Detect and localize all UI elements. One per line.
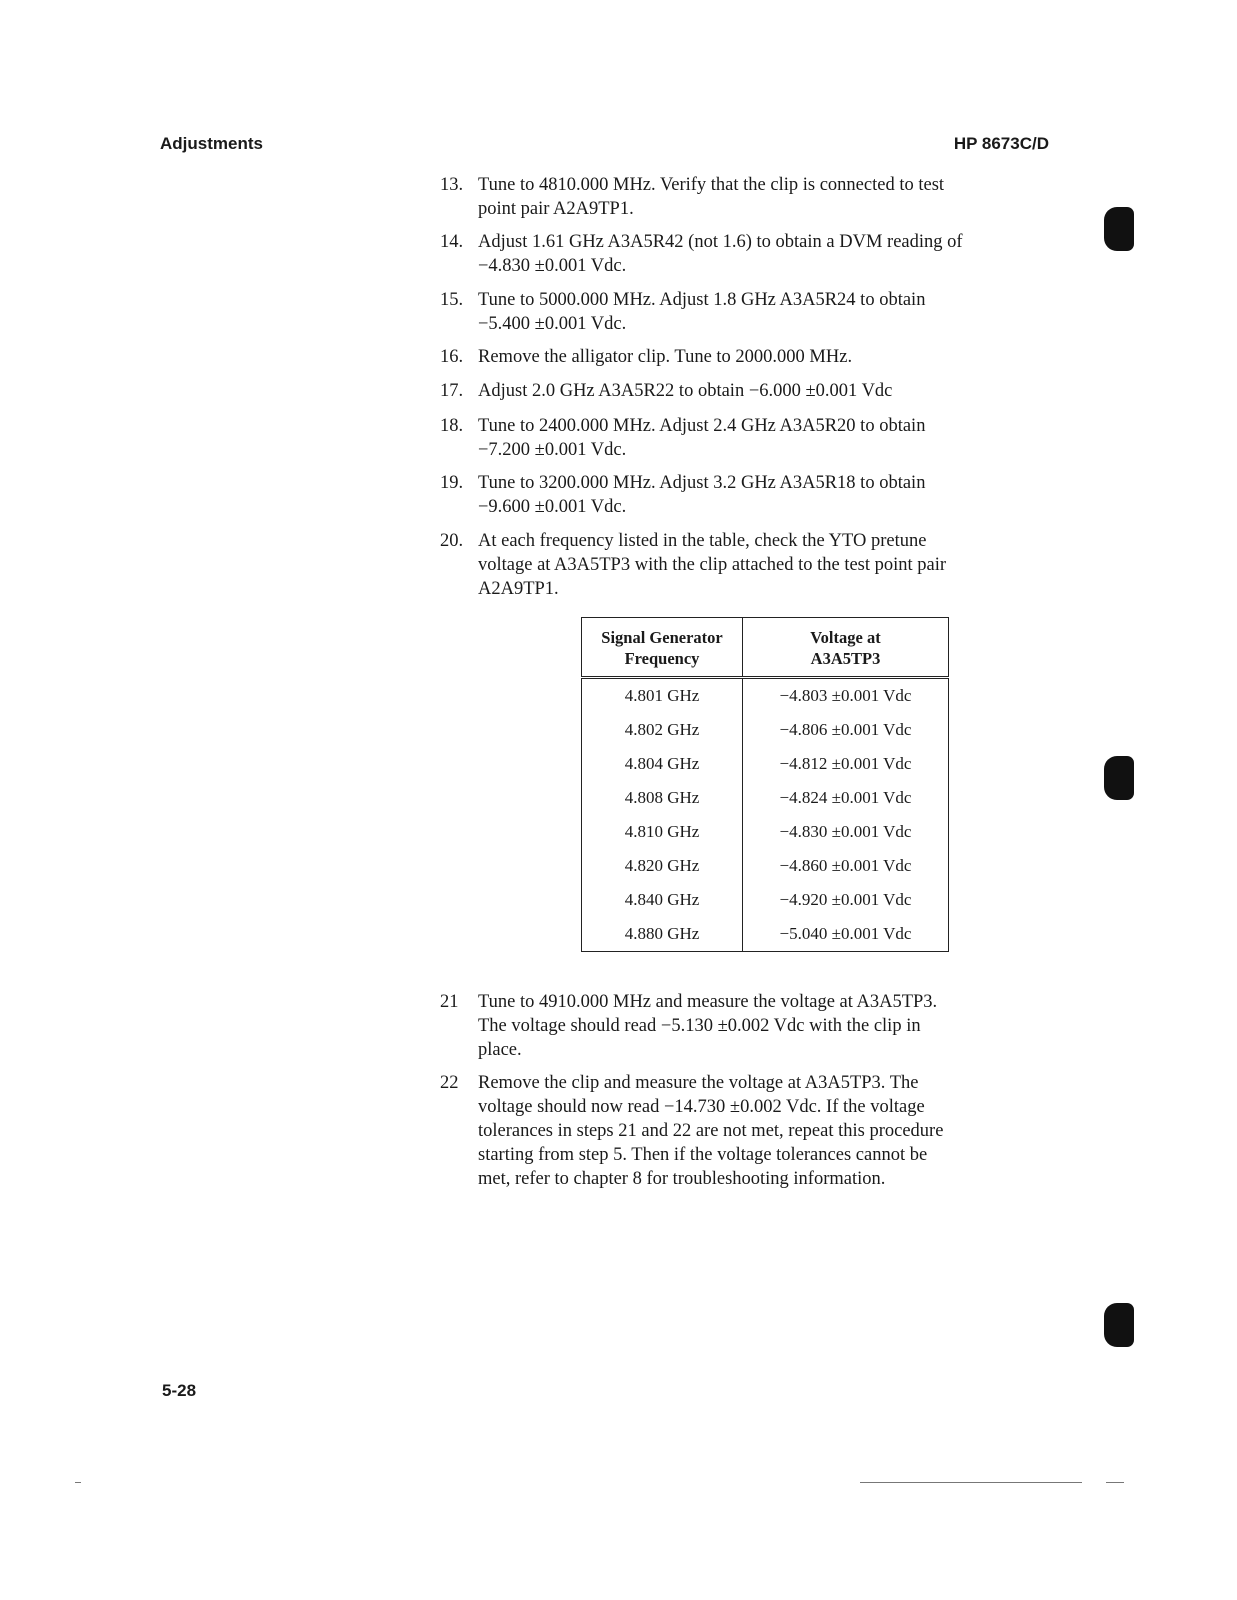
section-header: Adjustments xyxy=(160,134,263,153)
step-line: met, refer to chapter 8 for troubleshooting information. xyxy=(478,1169,886,1189)
step-text xyxy=(478,379,1058,403)
table-header-row xyxy=(582,618,949,678)
step-line: Adjust 1.61 GHz A3A5R42 (not 1.6) to obtain a DVM reading of xyxy=(478,232,963,252)
voltage-cell: −4.860 ±0.001 Vdc xyxy=(743,849,949,883)
scan-artifact xyxy=(860,1482,1082,1483)
voltage-cell: −4.830 ±0.001 Vdc xyxy=(743,815,949,849)
step-number: 14. xyxy=(440,232,464,252)
step-line: −5.400 ±0.001 Vdc. xyxy=(478,314,627,334)
pretune-voltage-table xyxy=(581,617,949,952)
step-text xyxy=(478,173,1058,221)
step-line: Remove the alligator clip. Tune to 2000.000 MHz. xyxy=(478,347,853,367)
voltage-cell: −4.812 ±0.001 Vdc xyxy=(743,747,949,781)
frequency-cell: 4.802 GHz xyxy=(582,713,743,747)
step-line: A2A9TP1. xyxy=(478,579,559,599)
page-number: 5-28 xyxy=(162,1381,197,1400)
voltage-cell: −4.920 ±0.001 Vdc xyxy=(743,883,949,917)
step-line: tolerances in steps 21 and 22 are not met, repeat this procedure xyxy=(478,1121,944,1141)
step-number: 20. xyxy=(440,531,464,551)
voltage-cell: −4.803 ±0.001 Vdc xyxy=(743,678,949,714)
step-line: Tune to 2400.000 MHz. Adjust 2.4 GHz A3A5R20 to obtain xyxy=(478,416,926,436)
step-line: Tune to 3200.000 MHz. Adjust 3.2 GHz A3A5R18 to obtain xyxy=(478,473,926,493)
step-number: 17. xyxy=(440,381,464,401)
step-line: Tune to 5000.000 MHz. Adjust 1.8 GHz A3A5R24 to obtain xyxy=(478,290,926,310)
header-line: A3A5TP3 xyxy=(810,649,881,668)
voltage-cell: −4.806 ±0.001 Vdc xyxy=(743,713,949,747)
table-row xyxy=(582,678,949,714)
change-bar-marker xyxy=(1104,756,1134,800)
step-number: 21 xyxy=(440,992,459,1012)
frequency-cell: 4.820 GHz xyxy=(582,849,743,883)
step-number: 16. xyxy=(440,347,464,367)
step-number: 22 xyxy=(440,1073,459,1093)
frequency-cell: 4.808 GHz xyxy=(582,781,743,815)
step-line: point pair A2A9TP1. xyxy=(478,199,634,219)
step-text xyxy=(478,1071,1058,1191)
column-header-frequency xyxy=(582,618,743,678)
step-text xyxy=(478,345,1058,369)
step-text xyxy=(478,990,1058,1062)
table-row xyxy=(582,781,949,815)
table-row xyxy=(582,883,949,917)
step-line: −7.200 ±0.001 Vdc. xyxy=(478,440,627,460)
table-row xyxy=(582,849,949,883)
header-line: Frequency xyxy=(624,649,700,668)
step-text xyxy=(478,471,1058,519)
frequency-cell: 4.801 GHz xyxy=(582,678,743,714)
step-line: Remove the clip and measure the voltage at A3A5TP3. The xyxy=(478,1073,919,1093)
step-line: Adjust 2.0 GHz A3A5R22 to obtain −6.000 ±0.001 Vdc xyxy=(478,381,893,401)
step-text xyxy=(478,230,1058,278)
step-line: voltage should now read −14.730 ±0.002 Vdc. If the voltage xyxy=(478,1097,925,1117)
scan-artifact xyxy=(75,1482,81,1483)
table-row xyxy=(582,713,949,747)
model-header: HP 8673C/D xyxy=(953,134,1049,153)
header-line: Signal Generator xyxy=(601,628,723,647)
step-line: place. xyxy=(478,1040,522,1060)
table-row xyxy=(582,747,949,781)
step-number: 19. xyxy=(440,473,464,493)
step-line: At each frequency listed in the table, check the YTO pretune xyxy=(478,531,927,551)
scan-artifact xyxy=(1106,1482,1124,1483)
step-line: Tune to 4910.000 MHz and measure the voltage at A3A5TP3. xyxy=(478,992,938,1012)
step-number: 15. xyxy=(440,290,464,310)
voltage-cell: −4.824 ±0.001 Vdc xyxy=(743,781,949,815)
step-text xyxy=(478,414,1058,462)
change-bar-marker xyxy=(1104,207,1134,251)
step-text xyxy=(478,529,1058,601)
table-row xyxy=(582,815,949,849)
step-line: starting from step 5. Then if the voltage tolerances cannot be xyxy=(478,1145,928,1165)
step-number: 13. xyxy=(440,175,464,195)
step-line: −4.830 ±0.001 Vdc. xyxy=(478,256,627,276)
voltage-cell: −5.040 ±0.001 Vdc xyxy=(743,917,949,952)
step-number: 18. xyxy=(440,416,464,436)
step-text xyxy=(478,288,1058,336)
change-bar-marker xyxy=(1104,1303,1134,1347)
frequency-cell: 4.810 GHz xyxy=(582,815,743,849)
step-line: −9.600 ±0.001 Vdc. xyxy=(478,497,627,517)
frequency-cell: 4.840 GHz xyxy=(582,883,743,917)
frequency-cell: 4.804 GHz xyxy=(582,747,743,781)
header-line: Voltage at xyxy=(810,628,881,647)
step-line: Tune to 4810.000 MHz. Verify that the clip is connected to test xyxy=(478,175,945,195)
table-row xyxy=(582,917,949,952)
column-header-voltage xyxy=(743,618,949,678)
step-line: voltage at A3A5TP3 with the clip attached to the test point pair xyxy=(478,555,947,575)
frequency-cell: 4.880 GHz xyxy=(582,917,743,952)
step-line: The voltage should read −5.130 ±0.002 Vdc with the clip in xyxy=(478,1016,921,1036)
